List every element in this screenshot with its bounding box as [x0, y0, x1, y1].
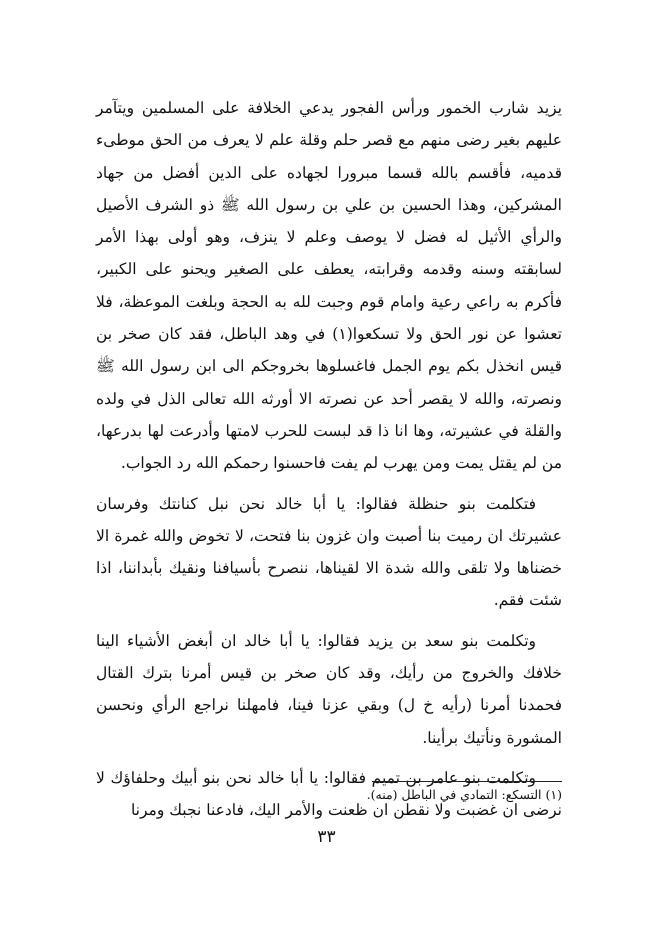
paragraph-bani-saad: وتكلمت بنو سعد بن يزيد فقالوا: يا أبا خالد ان أبغض الأشياء الينا خلافك والخروج من رأيك، وقد كان صخر بن قيس أمرنا بترك القتال فحمدنا أمرنا (رأيه خ ل) وبقي عزنا فينا، فامهلنا نراجع الرأي ونحسن المشورة ونأتيك برأينا.: [96, 631, 562, 747]
paragraph-bani-amir: وتكلمت بنو عامر بن تميم فقالوا: يا أبا خالد نحن بنو أبيك وحلفاؤك لا نرضى ان غضبت ولا نقطن ان ظعنت والأمر اليك، فادعنا نجبك ومرنا: [96, 768, 562, 820]
main-text: [96, 92, 562, 827]
footnote-divider: [372, 781, 562, 782]
paragraph-bani-hanzala: فتكلمت بنو حنظلة فقالوا: يا أبا خالد نحن نبل كنانتك وفرسان عشيرتك ان رميت بنا أصبت وان غزون بنا فتحت، لا تخوض والله غمرة الا خضناها ولا تلقى والله شدة الا لقيناها، ننصرح بأسيافنا ونقيك بأبداننا، اذا شئت فقم.: [96, 494, 562, 610]
page-number: ٣٣: [317, 827, 336, 847]
paragraph-speech: يزيد شارب الخمور ورأس الفجور يدعي الخلافة على المسلمين ويتآمر عليهم بغير رضى منهم مع قصر حلم وقلة علم لا يعرف من الحق موطىء قدميه، فأقسم بالله قسما مبرورا لجهاده على الدين أفضل من جهاد المشركين، وهذا الحسين بن علي بن رسول الله ﷺ ذو الشرف الأصيل والرأي الأثيل له فضل لا يوصف وعلم لا ينزف، وهو أولى بهذا الأمر لسابقته وسنه وقدمه وقرابته، يعطف على الصغير ويحنو على الكبير، فأكرم به راعي رعية وامام قوم وجبت لله به الحجة وبلغت الموعظة، فلا تعشوا عن نور الحق ولا تسكعوا(١) في وهد الباطل، فقد كان صخر بن قيس انخذل بكم يوم الجمل فاغسلوها بخروجكم الى ابن رسول الله ﷺ ونصرته، والله لا يقصر أحد عن نصرته الا أورثه الله تعالى الذل في ولده والقلة في عشيرته، وها انا ذا قد لبست للحرب لامتها وأدرعت لها بدرعها، من لم يقتل يمت ومن يهرب لم يفت فاحسنوا رحمكم الله رد الجواب.: [96, 99, 562, 473]
footnote: (١) التسكع: التمادي في الباطل (منه).: [366, 787, 562, 802]
